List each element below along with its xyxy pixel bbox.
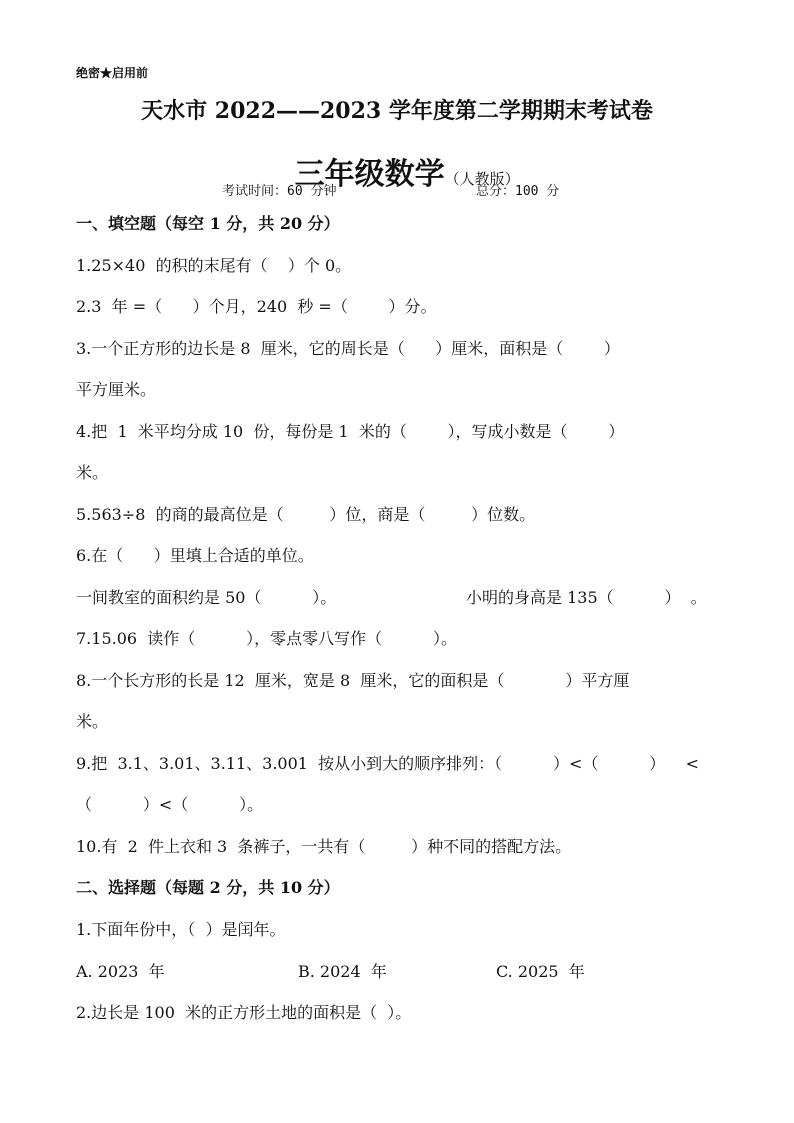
edition-label: （人教版） [444, 170, 520, 188]
question-1-4: 4.把 1 米平均分成 10 份，每份是 1 米的（ ），写成小数是（ ） [76, 422, 625, 441]
question-2-1-option-a: A. 2023 年 [76, 962, 165, 981]
question-1-4-cont: 米。 [76, 463, 109, 482]
question-1-6: 6.在（ ）里填上合适的单位。 [76, 546, 314, 565]
question-1-8-cont: 米。 [76, 712, 109, 731]
question-1-3: 3.一个正方形的边长是 8 厘米，它的周长是（ ）厘米，面积是（ ） [76, 339, 620, 358]
question-1-10: 10.有 2 件上衣和 3 条裤子，一共有（ ）种不同的搭配方法。 [76, 837, 572, 856]
question-1-6-right: 小明的身高是 135（ ） 。 [466, 588, 707, 607]
secret-mark: 绝密★启用前 [76, 66, 149, 80]
exam-time: 考试时间：60 分钟 [222, 184, 337, 199]
question-1-9: 9.把 3.1、3.01、3.11、3.001 按从小到大的顺序排列：（ ）<（ ） < [76, 754, 699, 773]
question-1-6-left: 一间教室的面积约是 50（ ）。 [76, 588, 337, 607]
question-1-8: 8.一个长方形的长是 12 厘米，宽是 8 厘米，它的面积是（ ）平方厘 [76, 671, 630, 690]
question-2-1-option-b: B. 2024 年 [298, 962, 387, 981]
total-score: 总分：100 分 [476, 184, 560, 199]
question-1-9-cont: （ ）<（ ）。 [76, 795, 264, 814]
question-1-5: 5.563÷8 的商的最高位是（ ）位，商是（ ）位数。 [76, 505, 536, 524]
question-1-7: 7.15.06 读作（ ），零点零八写作（ ）。 [76, 629, 457, 648]
section-heading-fill-blank: 一、填空题（每空 1 分，共 20 分） [76, 214, 340, 233]
question-1-2: 2.3 年 =（ ）个月，240 秒 =（ ）分。 [76, 297, 437, 316]
question-1-3-cont: 平方厘米。 [76, 380, 157, 399]
question-2-2: 2.边长是 100 米的正方形土地的面积是（ ）。 [76, 1003, 412, 1022]
exam-title: 天水市 2022——2023 学年度第二学期期末考试卷 [141, 98, 653, 124]
exam-subtitle [0, 130, 794, 212]
section-heading-choice: 二、选择题（每题 2 分，共 10 分） [76, 878, 340, 897]
subject-title: 三年级数学 [294, 157, 445, 192]
question-2-1: 1.下面年份中，（ ）是闰年。 [76, 920, 286, 939]
question-2-1-option-c: C. 2025 年 [496, 962, 585, 981]
question-1-1: 1.25×40 的积的末尾有（ ）个 0。 [76, 256, 352, 275]
